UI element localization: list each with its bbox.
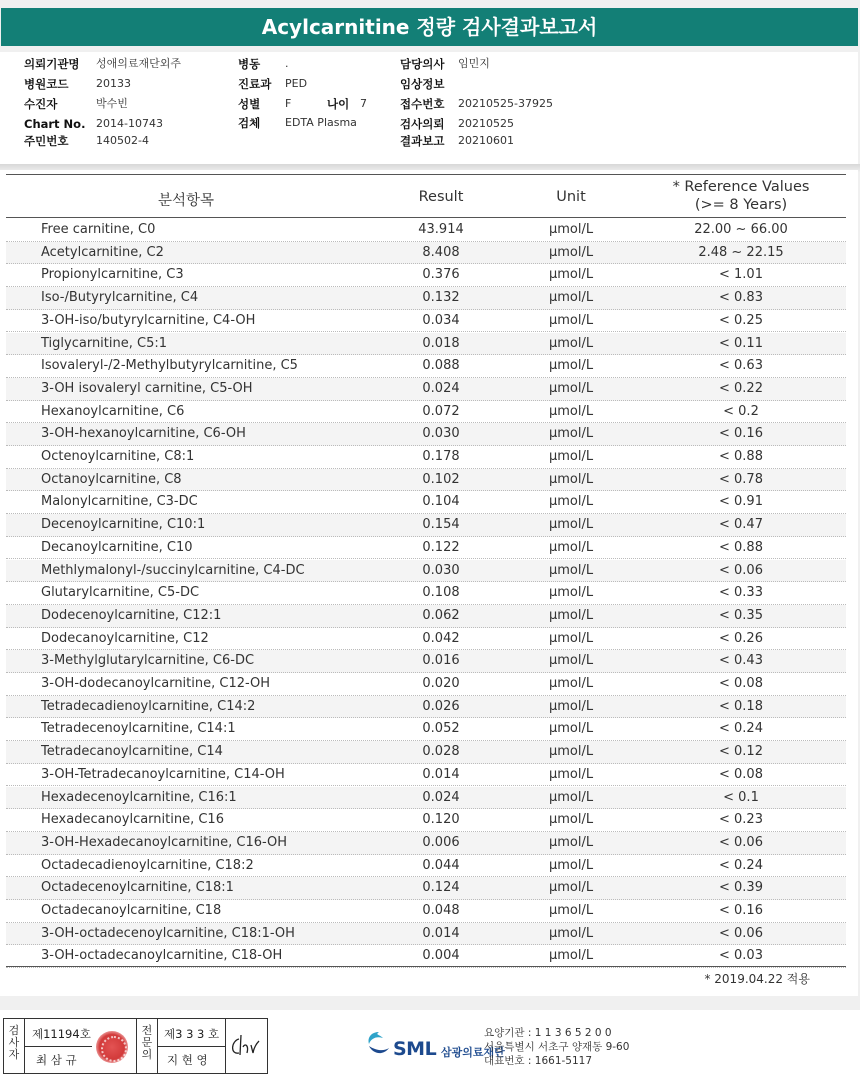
unit-value: μmol/L (548, 925, 594, 941)
patient-name-label: 수진자 (24, 97, 58, 111)
table-row (6, 923, 846, 946)
analyte-name: Decenoylcarnitine, C10:1 (41, 517, 206, 533)
table-row (6, 514, 846, 537)
divider (136, 1019, 137, 1073)
analyte-name: Dodecenoylcarnitine, C12:1 (41, 607, 222, 623)
analyte-name: 3-OH-iso/butyrylcarnitine, C4-OH (41, 312, 256, 328)
table-row (6, 855, 846, 878)
sml-logo-mark-icon (365, 1030, 393, 1058)
result-value: 0.028 (422, 744, 460, 760)
report-footer (0, 1010, 860, 1083)
hospital-code-label: 병원코드 (24, 77, 69, 91)
table-row (6, 423, 846, 446)
reference-range: < 0.06 (719, 562, 763, 578)
table-row (6, 537, 846, 560)
unit-value: μmol/L (548, 744, 594, 760)
table-row (6, 560, 846, 583)
result-value: 0.030 (422, 562, 460, 578)
reference-range: < 0.26 (719, 630, 763, 646)
result-value: 0.016 (422, 653, 460, 669)
reference-range: < 0.35 (719, 607, 763, 623)
analyte-name: Hexanoylcarnitine, C6 (41, 403, 185, 419)
report-date-label: 결과보고 (400, 134, 445, 148)
reference-range: < 0.47 (719, 517, 763, 533)
specialist-signature-icon (227, 1033, 261, 1059)
hospital-code-value: 20133 (96, 77, 131, 90)
table-row (6, 650, 846, 673)
table-row (6, 787, 846, 810)
reference-range: < 0.33 (719, 585, 763, 601)
analyte-name: 3-OH isovaleryl carnitine, C5-OH (41, 380, 253, 396)
result-value: 0.018 (422, 335, 460, 351)
analyte-name: Tetradecanoylcarnitine, C14 (41, 744, 223, 760)
analyte-name: Methlymalonyl-/succinylcarnitine, C4-DC (41, 562, 305, 578)
unit-value: μmol/L (548, 312, 594, 328)
result-value: 0.020 (422, 676, 460, 691)
divider (225, 1019, 226, 1073)
department-value: PED (285, 77, 308, 90)
specimen-label: 검체 (238, 116, 261, 130)
table-row (6, 491, 846, 514)
analyte-name: Dodecanoylcarnitine, C12 (41, 630, 209, 646)
table-row (6, 310, 846, 333)
table-row (6, 264, 846, 287)
result-value: 0.088 (422, 358, 460, 374)
analyte-name: Tetradecadienoylcarnitine, C14:2 (41, 698, 256, 714)
unit-value: μmol/L (548, 290, 594, 306)
analyte-name: Acetylcarnitine, C2 (41, 244, 164, 260)
org-address: 서울특별시 서초구 양재동 9-60 (484, 1041, 630, 1053)
analyte-name: 3-OH-Hexadecanoylcarnitine, C16-OH (41, 834, 288, 850)
table-row (6, 333, 846, 356)
result-value: 0.006 (422, 834, 460, 850)
unit-value: μmol/L (548, 948, 594, 964)
result-value: 0.044 (422, 857, 460, 873)
table-row (6, 446, 846, 469)
reference-range: < 0.24 (719, 721, 763, 737)
analyte-name: 3-OH-Tetradecanoylcarnitine, C14-OH (41, 766, 285, 782)
analyte-name: Hexadecanoylcarnitine, C16 (41, 812, 224, 828)
table-row (6, 877, 846, 900)
reference-range: < 0.22 (719, 380, 763, 396)
unit-value: μmol/L (548, 403, 594, 419)
analyte-name: Glutarylcarnitine, C5-DC (41, 585, 200, 601)
reference-range: < 0.24 (719, 857, 763, 873)
header-reference-line2: (>= 8 Years) (694, 197, 788, 213)
table-row (6, 764, 846, 787)
result-value: 0.122 (422, 539, 460, 555)
specialist-license: 제3 3 3 호 (164, 1027, 220, 1041)
result-value: 0.124 (422, 880, 460, 896)
analyte-name: 3-OH-octadecenoylcarnitine, C18:1-OH (41, 925, 295, 941)
reference-range: < 0.88 (719, 449, 763, 464)
report-date-value: 20210601 (458, 134, 514, 147)
analyte-name: 3-OH-hexanoylcarnitine, C6-OH (41, 426, 246, 442)
org-phone: 대표번호 : 1661-5117 (484, 1055, 593, 1067)
unit-value: μmol/L (548, 585, 594, 601)
result-value: 0.178 (422, 449, 460, 464)
reference-range: < 0.39 (719, 880, 763, 896)
result-value: 0.120 (422, 812, 460, 828)
analyte-name: Isovaleryl-/2-Methylbutyrylcarnitine, C5 (41, 358, 298, 374)
table-row (6, 900, 846, 923)
analyte-name: Hexadecenoylcarnitine, C16:1 (41, 789, 237, 805)
table-row (6, 741, 846, 764)
unit-value: μmol/L (548, 766, 594, 782)
reference-range: < 0.08 (719, 766, 763, 782)
examiner-license: 제11194호 (32, 1027, 91, 1041)
result-value: 43.914 (418, 222, 464, 237)
result-value: 0.062 (422, 607, 460, 623)
reference-range: < 0.1 (723, 789, 759, 805)
clinical-info-label: 임상정보 (400, 77, 445, 91)
reference-footnote: * 2019.04.22 적용 (704, 972, 810, 986)
accession-no-label: 접수번호 (400, 97, 445, 111)
table-row (6, 378, 846, 401)
unit-value: μmol/L (548, 812, 594, 828)
analyte-name: Octanoylcarnitine, C8 (41, 471, 182, 487)
unit-value: μmol/L (548, 358, 594, 374)
unit-value: μmol/L (548, 562, 594, 578)
table-row (6, 718, 846, 741)
unit-value: μmol/L (548, 539, 594, 555)
reference-range: 22.00 ~ 66.00 (694, 222, 788, 237)
reference-range: < 0.12 (719, 744, 763, 760)
divider (24, 1046, 92, 1047)
result-value: 0.042 (422, 630, 460, 646)
report-title: Acylcarnitine 정량 검사결과보고서 (1, 8, 858, 46)
unit-value: μmol/L (548, 676, 594, 691)
analyte-name: 3-OH-octadecanoylcarnitine, C18-OH (41, 948, 283, 964)
org-institution-code: 요양기관 : 1 1 3 6 5 2 0 0 (484, 1027, 612, 1039)
requesting-institution-label: 의뢰기관명 (24, 57, 80, 71)
unit-value: μmol/L (548, 789, 594, 805)
table-row (6, 355, 846, 378)
reference-range: < 0.2 (723, 403, 759, 419)
patient-name-value: 박수빈 (96, 97, 128, 110)
table-row (6, 809, 846, 832)
reference-range: < 0.43 (719, 653, 763, 669)
specimen-value: EDTA Plasma (285, 116, 357, 129)
result-value: 0.014 (422, 925, 460, 941)
result-value: 0.154 (422, 517, 460, 533)
table-row (6, 945, 846, 968)
sml-logo (365, 1026, 505, 1062)
specialist-role-label: 전문의 (141, 1024, 153, 1061)
reference-range: < 0.83 (719, 290, 763, 306)
table-row (6, 582, 846, 605)
analyte-name: 3-OH-dodecanoylcarnitine, C12-OH (41, 676, 271, 691)
reference-range: < 0.23 (719, 812, 763, 828)
result-value: 0.034 (422, 312, 460, 328)
reference-range: < 0.03 (719, 948, 763, 964)
chart-no-label: Chart No. (24, 117, 86, 131)
reference-range: < 0.88 (719, 539, 763, 555)
analyte-name: Tetradecenoylcarnitine, C14:1 (41, 721, 236, 737)
requesting-institution-value: 성애의료재단외주 (96, 57, 182, 70)
divider (157, 1046, 225, 1047)
analyte-name: Octadecadienoylcarnitine, C18:2 (41, 857, 254, 873)
table-row (6, 219, 846, 242)
reference-range: 2.48 ~ 22.15 (698, 244, 784, 260)
unit-value: μmol/L (548, 471, 594, 487)
reference-range: < 1.01 (719, 267, 763, 283)
signature-box (3, 1018, 268, 1074)
header-unit: Unit (556, 189, 586, 205)
result-value: 0.104 (422, 494, 460, 510)
sex-label: 성별 (238, 97, 261, 111)
results-table (0, 170, 858, 996)
reference-range: < 0.25 (719, 312, 763, 328)
result-value: 0.004 (422, 948, 460, 964)
request-date-label: 검사의뢰 (400, 117, 445, 131)
reference-range: < 0.91 (719, 494, 763, 510)
result-value: 0.102 (422, 471, 460, 487)
chart-no-value: 2014-10743 (96, 117, 163, 130)
unit-value: μmol/L (548, 698, 594, 714)
analyte-name: Octenoylcarnitine, C8:1 (41, 449, 195, 464)
result-value: 0.024 (422, 380, 460, 396)
analyte-name: Octadecenoylcarnitine, C18:1 (41, 880, 234, 896)
table-row (6, 832, 846, 855)
examiner-seal-icon (96, 1031, 128, 1063)
specialist-name: 지 현 영 (167, 1053, 208, 1067)
unit-value: μmol/L (548, 834, 594, 850)
examiner-name: 최 삼 규 (36, 1053, 77, 1067)
unit-value: μmol/L (548, 449, 594, 464)
examiner-role-label: 검사자 (8, 1024, 20, 1061)
result-value: 8.408 (422, 244, 460, 260)
physician-label: 담당의사 (400, 57, 445, 71)
unit-value: μmol/L (548, 244, 594, 260)
table-bottom-rule (6, 966, 846, 967)
unit-value: μmol/L (548, 380, 594, 396)
reference-range: < 0.18 (719, 698, 763, 714)
organization-info (484, 1026, 629, 1068)
sml-logo-name: 삼광의료재단 (441, 1046, 505, 1059)
resident-no-value: 140502-4 (96, 134, 149, 147)
reference-range: < 0.08 (719, 676, 763, 691)
table-row (6, 628, 846, 651)
reference-range: < 0.06 (719, 834, 763, 850)
reference-range: < 0.78 (719, 471, 763, 487)
unit-value: μmol/L (548, 607, 594, 623)
result-value: 0.108 (422, 585, 460, 601)
ward-value: . (285, 57, 289, 70)
physician-value: 임민지 (458, 57, 490, 70)
result-value: 0.052 (422, 721, 460, 737)
unit-value: μmol/L (548, 222, 594, 237)
analyte-name: Octadecanoylcarnitine, C18 (41, 903, 222, 918)
analyte-name: 3-Methylglutarylcarnitine, C6-DC (41, 653, 255, 669)
unit-value: μmol/L (548, 857, 594, 873)
reference-range: < 0.16 (719, 903, 763, 918)
table-row (6, 401, 846, 424)
reference-range: < 0.11 (719, 335, 763, 351)
analyte-name: Tiglycarnitine, C5:1 (41, 335, 168, 351)
header-reference-line1: * Reference Values (672, 179, 810, 195)
result-value: 0.014 (422, 766, 460, 782)
table-row (6, 242, 846, 265)
result-value: 0.024 (422, 789, 460, 805)
sex-value: F (285, 97, 292, 110)
reference-range: < 0.06 (719, 925, 763, 941)
unit-value: μmol/L (548, 903, 594, 918)
analyte-name: Iso-/Butyrylcarnitine, C4 (41, 290, 199, 306)
patient-info-panel (0, 52, 858, 164)
result-value: 0.072 (422, 403, 460, 419)
accession-no-value: 20210525-37925 (458, 97, 553, 110)
header-result: Result (418, 189, 464, 205)
table-row (6, 287, 846, 310)
table-header (6, 174, 846, 218)
table-row (6, 696, 846, 719)
result-value: 0.030 (422, 426, 460, 442)
analyte-name: Propionylcarnitine, C3 (41, 267, 184, 283)
table-row (6, 673, 846, 696)
result-value: 0.376 (422, 267, 460, 283)
age-value: 7 (360, 97, 367, 110)
unit-value: μmol/L (548, 267, 594, 283)
request-date-value: 20210525 (458, 117, 514, 130)
analyte-name: Malonylcarnitine, C3-DC (41, 494, 198, 510)
unit-value: μmol/L (548, 653, 594, 669)
analyte-name: Free carnitine, C0 (41, 222, 156, 237)
reference-range: < 0.16 (719, 426, 763, 442)
unit-value: μmol/L (548, 494, 594, 510)
analyte-name: Decanoylcarnitine, C10 (41, 539, 193, 555)
unit-value: μmol/L (548, 426, 594, 442)
unit-value: μmol/L (548, 721, 594, 737)
unit-value: μmol/L (548, 517, 594, 533)
resident-no-label: 주민번호 (24, 134, 69, 148)
header-item: 분석항목 (157, 193, 215, 209)
result-value: 0.026 (422, 698, 460, 714)
table-row (6, 469, 846, 492)
unit-value: μmol/L (548, 335, 594, 351)
age-label: 나이 (327, 97, 350, 111)
ward-label: 병동 (238, 57, 261, 71)
result-value: 0.132 (422, 290, 460, 306)
sml-logo-text: SML (393, 1038, 437, 1060)
reference-range: < 0.63 (719, 358, 763, 374)
result-value: 0.048 (422, 903, 460, 918)
table-row (6, 605, 846, 628)
unit-value: μmol/L (548, 880, 594, 896)
department-label: 진료과 (238, 77, 272, 91)
unit-value: μmol/L (548, 630, 594, 646)
